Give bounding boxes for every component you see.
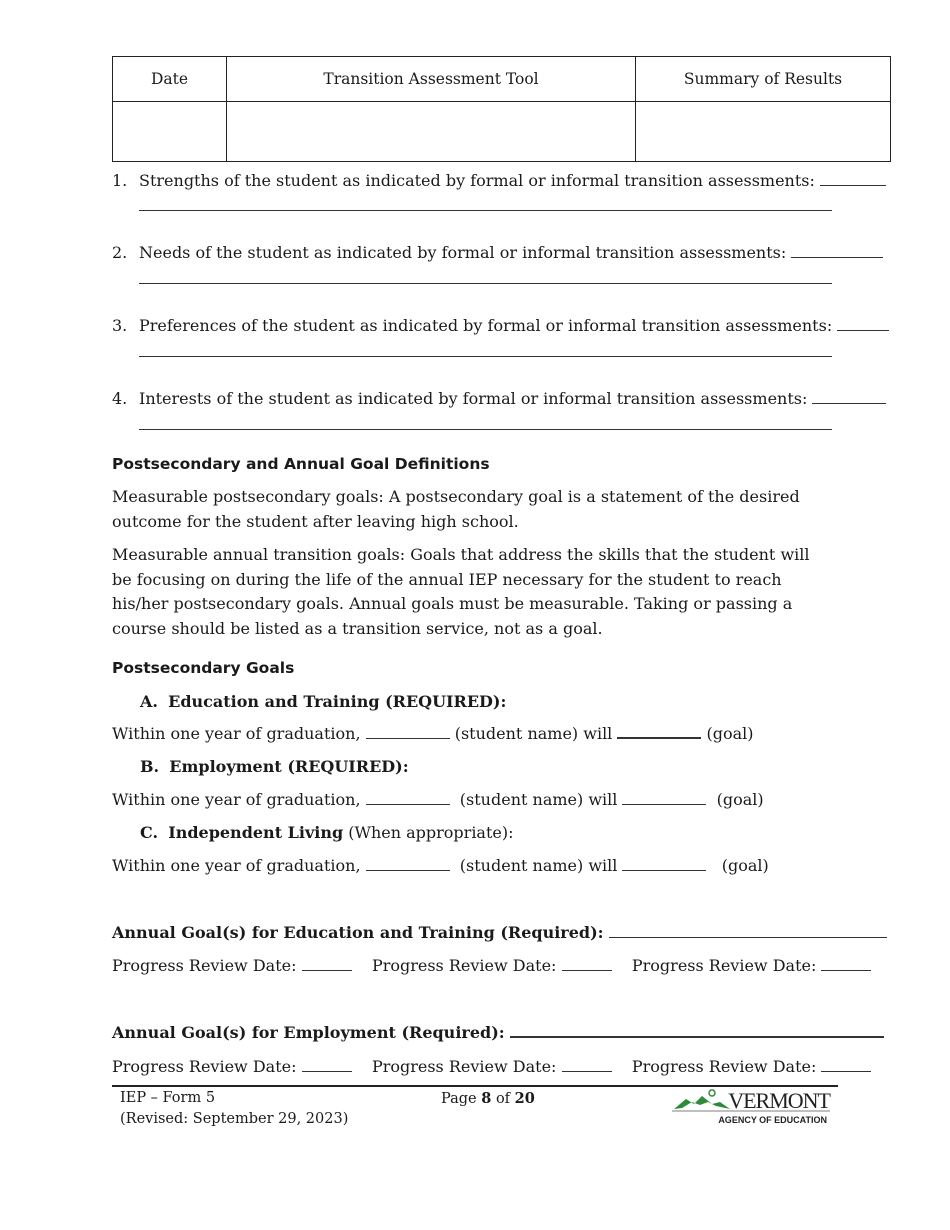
definition-annual: Measurable annual transition goals: Goals that address the skills that the student will be focusing on during the life of the annual IEP necessary for the student to reach his/her postsecondary goals. Annual goals must be measurable. Taking or passing a course should be listed as a transition service, not as a goal. — [112, 545, 810, 638]
logo-wordmark: VERMONT — [728, 1088, 830, 1113]
annual-employment-label: Annual Goal(s) for Employment (Required): — [112, 1023, 505, 1042]
answer-line[interactable] — [139, 429, 832, 430]
answer-blank[interactable] — [812, 402, 886, 404]
header-tool: Transition Assessment Tool — [227, 57, 636, 102]
goal-c-title — [140, 823, 514, 842]
table-header-row — [113, 57, 891, 102]
definition-postsecondary: Measurable postsecondary goals: A postsecondary goal is a statement of the desired outcome for the student after leaving high school. — [112, 487, 800, 531]
annual-education-blank[interactable] — [609, 936, 887, 938]
student-name-blank[interactable] — [366, 803, 450, 805]
footer-revised: (Revised: September 29, 2023) — [120, 1111, 349, 1127]
cell-tool[interactable] — [227, 102, 636, 162]
goal-blank[interactable] — [622, 869, 706, 871]
goal-title: Employment (REQUIRED): — [169, 757, 409, 776]
annual-education-label: Annual Goal(s) for Education and Training (Required): — [112, 923, 604, 942]
progress-date-blank[interactable] — [302, 1070, 352, 1072]
footer-form: IEP – Form 5 — [120, 1090, 216, 1106]
annual-education-line — [112, 923, 887, 942]
table-row — [113, 102, 891, 162]
item-text: Strengths of the student as indicated by formal or informal transition assessments: — [139, 171, 886, 190]
goal-title: Independent Living — [168, 823, 344, 842]
answer-line[interactable] — [139, 210, 832, 211]
progress-row-education: Progress Review Date: Progress Review Date: Progress Review Date: — [112, 956, 871, 975]
goal-letter: A. — [140, 692, 158, 711]
progress-date-blank[interactable] — [302, 969, 352, 971]
goal-title: Education and Training (REQUIRED): — [168, 692, 507, 711]
goal-b-title — [140, 757, 409, 776]
definitions-heading: Postsecondary and Annual Goal Definitions — [112, 455, 490, 473]
item-text: Needs of the student as indicated by formal or informal transition assessments: — [139, 243, 883, 262]
item-text: Interests of the student as indicated by formal or informal transition assessments: — [139, 389, 886, 408]
goal-b-line: Within one year of graduation, (student name) will (goal) — [112, 790, 764, 809]
goal-blank[interactable] — [617, 736, 701, 739]
goal-a-title — [140, 692, 506, 711]
annual-employment-blank[interactable] — [510, 1035, 884, 1038]
page-number: Page 8 of 20 — [441, 1090, 535, 1107]
answer-blank[interactable] — [820, 184, 886, 186]
item-number: 1. — [112, 171, 128, 190]
progress-date-blank[interactable] — [821, 1070, 871, 1072]
item-number: 2. — [112, 243, 128, 262]
cell-date[interactable] — [113, 102, 227, 162]
answer-line[interactable] — [139, 356, 832, 357]
vermont-agency-logo — [672, 1087, 832, 1127]
goal-c-line: Within one year of graduation, (student name) will (goal) — [112, 856, 769, 875]
logo-subtitle: AGENCY OF EDUCATION — [718, 1115, 827, 1125]
annual-employment-line — [112, 1023, 884, 1042]
mountain-icon — [674, 1096, 730, 1109]
answer-line[interactable] — [139, 283, 832, 284]
progress-date-blank[interactable] — [821, 969, 871, 971]
student-name-blank[interactable] — [366, 737, 450, 739]
item-text: Preferences of the student as indicated by formal or informal transition assessments: — [139, 316, 889, 335]
student-name-blank[interactable] — [366, 869, 450, 871]
progress-date-blank[interactable] — [562, 1070, 612, 1072]
answer-blank[interactable] — [837, 329, 889, 331]
progress-date-blank[interactable] — [562, 969, 612, 971]
answer-blank[interactable] — [791, 256, 883, 258]
postsecondary-heading: Postsecondary Goals — [112, 659, 295, 677]
header-date: Date — [113, 57, 227, 102]
goal-a-line: Within one year of graduation, (student name) will (goal) — [112, 724, 754, 743]
goal-letter: C. — [140, 823, 159, 842]
item-number: 3. — [112, 316, 128, 335]
cell-summary[interactable] — [636, 102, 891, 162]
assessment-table — [112, 56, 891, 162]
goal-letter: B. — [140, 757, 160, 776]
item-number: 4. — [112, 389, 128, 408]
progress-row-employment: Progress Review Date: Progress Review Date: Progress Review Date: — [112, 1057, 871, 1076]
header-summary: Summary of Results — [636, 57, 891, 102]
sun-icon — [709, 1090, 715, 1096]
goal-blank[interactable] — [622, 803, 706, 805]
goal-note: (When appropriate): — [348, 823, 514, 842]
